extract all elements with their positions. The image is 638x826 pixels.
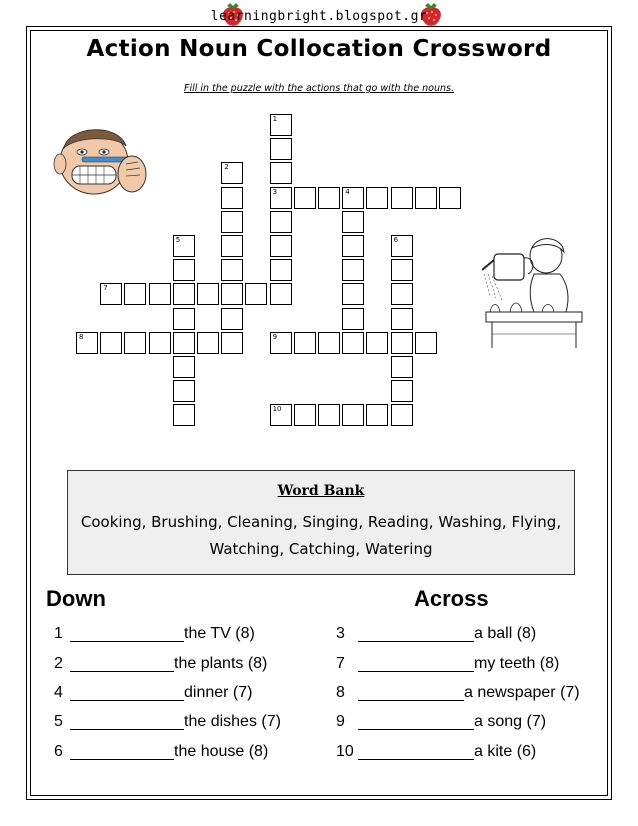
crossword-cell[interactable] bbox=[221, 332, 243, 354]
crossword-cell[interactable] bbox=[124, 332, 146, 354]
clue-text: the house (8) bbox=[174, 743, 269, 760]
crossword-cell[interactable] bbox=[270, 187, 292, 209]
crossword-cell[interactable] bbox=[342, 332, 364, 354]
crossword-cell[interactable] bbox=[173, 356, 195, 378]
crossword-cell[interactable] bbox=[342, 404, 364, 426]
crossword-cell[interactable] bbox=[270, 332, 292, 354]
clue-text: dinner (7) bbox=[184, 684, 253, 701]
clue-text: the TV (8) bbox=[184, 625, 255, 642]
crossword-cell[interactable] bbox=[270, 162, 292, 184]
clue-text: a kite (6) bbox=[474, 743, 537, 760]
cell-number: 4 bbox=[345, 187, 350, 196]
cell-number: 8 bbox=[79, 332, 84, 341]
cell-number: 10 bbox=[272, 405, 282, 414]
clue-number: 8 bbox=[336, 684, 345, 701]
crossword-cell[interactable] bbox=[173, 404, 195, 426]
across-clue bbox=[336, 712, 596, 732]
crossword-cell[interactable] bbox=[270, 138, 292, 160]
answer-blank[interactable] bbox=[70, 759, 174, 760]
cell-number: 9 bbox=[272, 332, 278, 341]
crossword-cell[interactable] bbox=[221, 283, 243, 305]
crossword-cell[interactable] bbox=[342, 187, 364, 209]
down-clue bbox=[54, 683, 304, 703]
clue-number: 9 bbox=[336, 713, 345, 730]
cell-number: 6 bbox=[393, 236, 399, 244]
crossword-cell[interactable] bbox=[415, 187, 437, 209]
down-clue bbox=[54, 712, 304, 732]
crossword-cell[interactable] bbox=[173, 283, 195, 305]
crossword-cell[interactable] bbox=[270, 114, 292, 136]
crossword-cell[interactable] bbox=[173, 380, 195, 402]
crossword-cell[interactable] bbox=[294, 332, 316, 354]
crossword-cell[interactable] bbox=[221, 211, 243, 233]
crossword-cell[interactable] bbox=[245, 283, 267, 305]
crossword-cell[interactable] bbox=[100, 332, 122, 354]
crossword-cell[interactable] bbox=[149, 283, 171, 305]
crossword-cell[interactable] bbox=[391, 308, 413, 330]
clue-text: a newspaper (7) bbox=[464, 684, 580, 701]
crossword-cell[interactable] bbox=[173, 308, 195, 330]
clue-number: 6 bbox=[54, 743, 63, 760]
crossword-cell[interactable] bbox=[342, 211, 364, 233]
crossword-cell[interactable] bbox=[149, 332, 171, 354]
crossword-cell[interactable] bbox=[439, 187, 461, 209]
answer-blank[interactable] bbox=[70, 700, 184, 701]
crossword-cell[interactable] bbox=[270, 211, 292, 233]
answer-blank[interactable] bbox=[358, 759, 474, 760]
crossword-cell[interactable] bbox=[342, 259, 364, 281]
crossword-cell[interactable] bbox=[221, 235, 243, 257]
page-title: Action Noun Collocation Crossword bbox=[86, 36, 552, 62]
down-clue bbox=[54, 624, 304, 644]
crossword-cell[interactable] bbox=[173, 259, 195, 281]
site-name[interactable]: learningbright.blogspot.gr bbox=[210, 9, 428, 24]
crossword-cell[interactable] bbox=[391, 356, 413, 378]
crossword-cell[interactable] bbox=[197, 283, 219, 305]
cell-number: 3 bbox=[272, 187, 278, 196]
crossword-cell[interactable] bbox=[270, 283, 292, 305]
crossword-cell[interactable] bbox=[342, 308, 364, 330]
crossword-cell[interactable] bbox=[124, 283, 146, 305]
crossword-cell[interactable] bbox=[342, 235, 364, 257]
crossword-cell[interactable] bbox=[391, 235, 413, 257]
clue-text: a song (7) bbox=[474, 713, 547, 730]
crossword-cell[interactable] bbox=[366, 332, 388, 354]
crossword-cell[interactable] bbox=[173, 332, 195, 354]
answer-blank[interactable] bbox=[358, 700, 464, 701]
crossword-cell[interactable] bbox=[342, 283, 364, 305]
cell-number: 7 bbox=[103, 284, 108, 293]
crossword-cell[interactable] bbox=[197, 332, 219, 354]
word-bank-line-1: Cooking, Brushing, Cleaning, Singing, Reading, Washing, Flying, bbox=[80, 513, 562, 531]
clue-number: 5 bbox=[54, 713, 63, 730]
crossword-cell[interactable] bbox=[76, 332, 98, 354]
clue-number: 10 bbox=[336, 743, 354, 760]
crossword-cell[interactable] bbox=[221, 308, 243, 330]
crossword-cell[interactable] bbox=[294, 404, 316, 426]
across-clue bbox=[336, 742, 596, 762]
clue-number: 1 bbox=[54, 625, 63, 642]
clue-number: 2 bbox=[54, 655, 63, 672]
answer-blank[interactable] bbox=[358, 641, 474, 642]
word-bank-line-2: Watching, Catching, Watering bbox=[209, 540, 433, 558]
crossword-cell[interactable] bbox=[318, 404, 340, 426]
cell-number: 5 bbox=[175, 236, 181, 244]
answer-blank[interactable] bbox=[70, 671, 174, 672]
crossword-cell[interactable] bbox=[270, 404, 292, 426]
watering-plants-picture bbox=[482, 236, 590, 352]
crossword-cell[interactable] bbox=[318, 187, 340, 209]
crossword-cell[interactable] bbox=[100, 283, 122, 305]
crossword-cell[interactable] bbox=[294, 187, 316, 209]
across-heading: Across bbox=[414, 586, 489, 611]
clue-number: 4 bbox=[54, 684, 63, 701]
crossword-cell[interactable] bbox=[270, 235, 292, 257]
cell-number: 2 bbox=[224, 163, 229, 172]
across-clue bbox=[336, 654, 596, 674]
crossword-cell[interactable] bbox=[415, 332, 437, 354]
answer-blank[interactable] bbox=[358, 671, 474, 672]
clue-text: the dishes (7) bbox=[184, 713, 281, 730]
crossword-cell[interactable] bbox=[391, 332, 413, 354]
clue-text: a ball (8) bbox=[474, 625, 537, 642]
crossword-cell[interactable] bbox=[391, 187, 413, 209]
down-heading: Down bbox=[46, 586, 106, 611]
down-clue bbox=[54, 742, 304, 762]
crossword-cell[interactable] bbox=[221, 162, 243, 184]
across-clue bbox=[336, 624, 596, 644]
brushing-teeth-picture bbox=[52, 118, 152, 198]
answer-blank[interactable] bbox=[70, 729, 184, 730]
word-bank-title: Word Bank bbox=[277, 483, 365, 499]
crossword-cell[interactable] bbox=[173, 235, 195, 257]
word-bank bbox=[67, 470, 575, 575]
clue-number: 3 bbox=[336, 625, 345, 642]
cell-number: 1 bbox=[272, 115, 278, 123]
clue-text: my teeth (8) bbox=[474, 655, 560, 672]
clue-text: the plants (8) bbox=[174, 655, 268, 672]
across-clue bbox=[336, 683, 596, 703]
crossword-cell[interactable] bbox=[391, 283, 413, 305]
crossword-cell[interactable] bbox=[221, 187, 243, 209]
crossword-cell[interactable] bbox=[366, 404, 388, 426]
answer-blank[interactable] bbox=[358, 729, 474, 730]
crossword-cell[interactable] bbox=[221, 259, 243, 281]
crossword-cell[interactable] bbox=[391, 380, 413, 402]
down-clue bbox=[54, 654, 304, 674]
clue-number: 7 bbox=[336, 655, 345, 672]
answer-blank[interactable] bbox=[70, 641, 184, 642]
crossword-cell[interactable] bbox=[366, 187, 388, 209]
crossword-cell[interactable] bbox=[318, 332, 340, 354]
crossword-cell[interactable] bbox=[391, 259, 413, 281]
crossword-cell[interactable] bbox=[391, 404, 413, 426]
crossword-cell[interactable] bbox=[270, 259, 292, 281]
page-subtitle: Fill in the puzzle with the actions that go with the nouns. bbox=[183, 83, 455, 94]
